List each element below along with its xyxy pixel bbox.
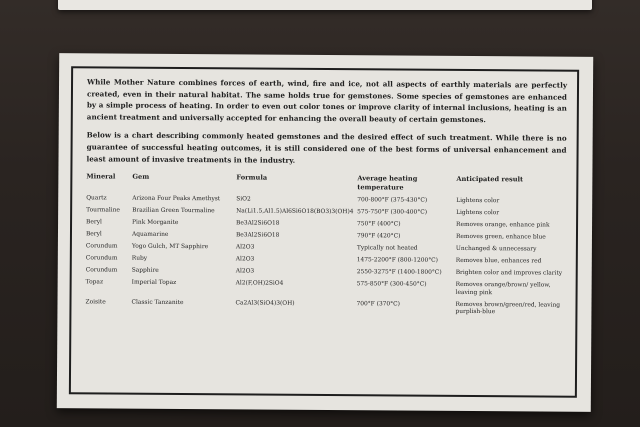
cell-result: Unchanged & unnecessary xyxy=(455,246,537,253)
cell-formula: Al2O3 xyxy=(235,268,255,275)
cell-temperature: Typically not heated xyxy=(356,245,418,252)
cell-mineral: Corundum xyxy=(85,267,118,274)
cell-formula: Ca2Al3(SiO4)3(OH) xyxy=(235,300,295,307)
gemstone-heating-placard xyxy=(57,53,593,412)
header-formula: Formula xyxy=(236,173,268,182)
chart-intro-paragraph: Below is a chart describing commonly heated gemstones and the desired effect of such treatment. While there is no guarantee of successful heating outcomes, it is still considered one of the best forms of universal enhancement and least amount of invasive treatments in the industry. xyxy=(86,130,567,165)
cell-mineral: Corundum xyxy=(85,255,118,262)
cell-temperature: 700-800°F (375-430°C) xyxy=(357,197,428,205)
cell-formula: Al2O3 xyxy=(235,256,255,263)
cell-temperature: 2550-3275°F (1400-1800°C) xyxy=(356,269,442,276)
intro-paragraph: While Mother Nature combines forces of earth, wind, fire and ice, not all aspects of earthly materials are perfectly created, even in their natural habitat. The same holds true for gemstones. Some species of gemstones are enhanced by a simple process of heating. In order to even out color tones or improve clarity of internal inclusions, heating is an ancient treatment and universally accepted for enhancing the overall beauty of certain gemstones. xyxy=(86,77,568,124)
cell-gem: Brazilian Green Tourmaline xyxy=(132,207,215,215)
cell-gem: Aquamarine xyxy=(131,231,169,239)
cell-temperature: 1475-2200°F (800-1200°C) xyxy=(356,257,438,264)
placard-border xyxy=(69,66,579,398)
cell-mineral: Beryl xyxy=(86,219,102,226)
cell-gem: Classic Tanzanite xyxy=(131,299,184,306)
cell-gem: Imperial Topaz xyxy=(131,279,177,287)
cell-mineral: Quartz xyxy=(86,195,107,202)
cell-temperature: 750°F (400°C) xyxy=(357,221,401,228)
cell-gem: Arizona Four Peaks Amethyst xyxy=(132,195,221,203)
cell-temperature: 700°F (370°C) xyxy=(356,300,400,308)
cell-temperature: 575-750°F (300-400°C) xyxy=(357,209,428,217)
cell-formula: SiO2 xyxy=(236,196,251,203)
cell-mineral: Zoisite xyxy=(85,299,106,306)
cell-mineral: Topaz xyxy=(85,279,104,286)
cell-formula: Al2(F,OH)2SiO4 xyxy=(235,280,284,287)
cell-gem: Yogo Gulch, MT Sapphire xyxy=(131,243,209,251)
upper-placard-edge xyxy=(58,0,592,10)
cell-mineral: Beryl xyxy=(85,231,102,238)
cell-result: Removes orange, enhance pink xyxy=(456,222,550,229)
cell-mineral: Tourmaline xyxy=(86,207,120,214)
cell-formula: Na(Li1.5,Al1.5)Al6Si6O18(BO3)3(OH)4 xyxy=(236,208,354,216)
cell-result: Removes orange/brown/ yellow, leaving pink xyxy=(455,282,551,296)
cell-result: Removes brown/green/red, leaving purplish-blue xyxy=(455,301,561,316)
cell-formula: Al2O3 xyxy=(235,244,255,251)
header-temperature: Average heating temperature xyxy=(357,174,418,192)
cell-formula: Be3Al2Si6O18 xyxy=(235,232,280,239)
cell-gem: Ruby xyxy=(131,255,148,262)
cell-gem: Sapphire xyxy=(131,267,159,274)
header-result: Anticipated result xyxy=(456,175,524,184)
cell-result: Brighten color and improves clarity xyxy=(455,270,563,277)
cell-result: Removes blue, enhances red xyxy=(455,258,542,265)
table-row xyxy=(85,297,565,320)
header-mineral: Mineral xyxy=(86,172,116,181)
heating-chart-table xyxy=(85,172,566,319)
cell-result: Lightens color xyxy=(456,210,500,217)
cell-formula: Be3Al2Si6O18 xyxy=(236,220,280,227)
cell-mineral: Corundum xyxy=(85,243,118,250)
cell-temperature: 790°F (420°C) xyxy=(356,233,401,240)
cell-result: Lightens color xyxy=(456,198,500,205)
cell-temperature: 575-850°F (300-450°C) xyxy=(356,281,427,288)
cell-gem: Pink Morganite xyxy=(132,219,179,227)
cell-result: Removes green, enhance blue xyxy=(455,234,546,241)
header-gem: Gem xyxy=(132,172,150,181)
